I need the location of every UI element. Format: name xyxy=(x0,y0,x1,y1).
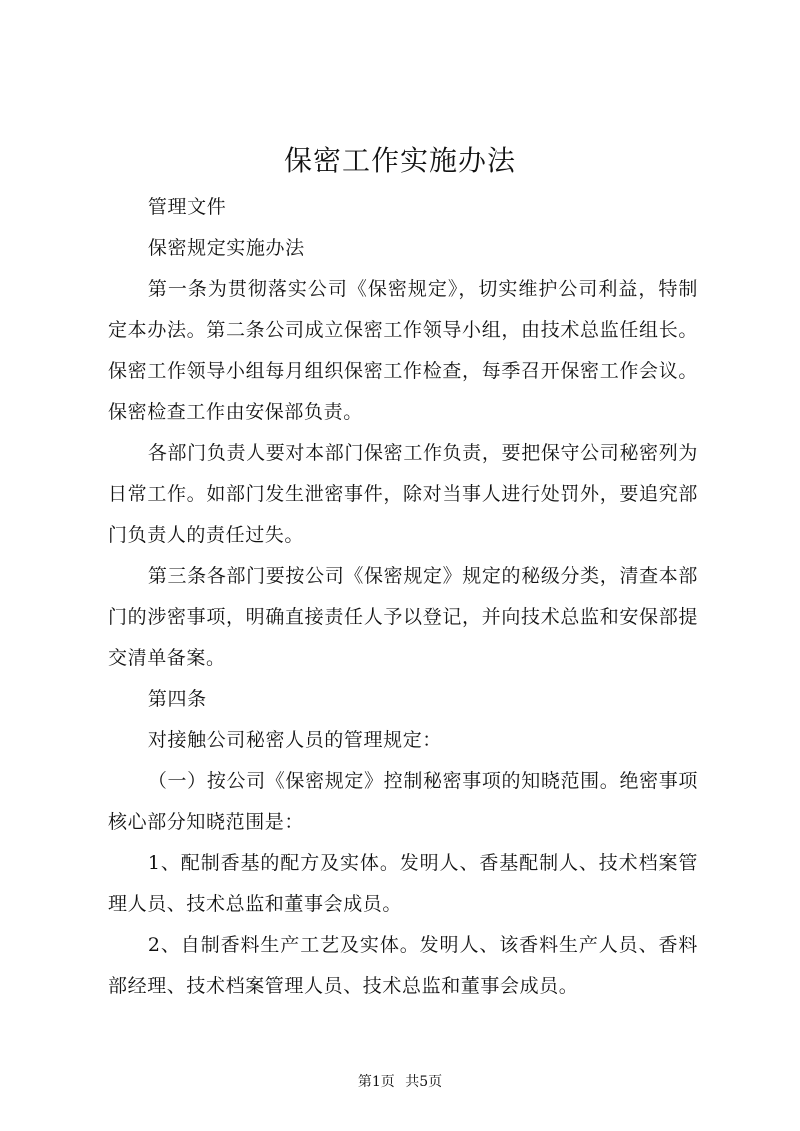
page-number: 第1页 xyxy=(357,1074,395,1090)
paragraph: 各部门负责人要对本部门保密工作负责，要把保守公司秘密列为日常工作。如部门发生泄密事件，除对当事人进行处罚外，要追究部门负责人的责任过失。 xyxy=(108,442,698,546)
page-total: 共5页 xyxy=(405,1074,443,1090)
paragraph: 对接触公司秘密人员的管理规定： xyxy=(147,729,442,751)
paragraph: 第四条 xyxy=(147,688,207,710)
document-title: 保密工作实施办法 xyxy=(283,144,516,177)
paragraph: 第三条各部门要按公司《保密规定》规定的秘级分类，清查本部门的涉密事项，明确直接责任人予以登记，并向技术总监和安保部提交清单备案。 xyxy=(108,565,698,669)
paragraph: 保密规定实施办法 xyxy=(147,237,305,259)
paragraph: 第一条为贯彻落实公司《保密规定》，切实维护公司利益，特制定本办法。第二条公司成立保密工作领导小组，由技术总监任组长。保密工作领导小组每月组织保密工作检查，每季召开保密工作会议。保密检查工作由安保部负责。 xyxy=(108,278,698,423)
paragraph: 1、配制香基的配方及实体。发明人、香基配制人、技术档案管理人员、技术总监和董事会成员。 xyxy=(108,852,698,915)
paragraph: 管理文件 xyxy=(147,196,227,218)
paragraph: （一）按公司《保密规定》控制秘密事项的知晓范围。绝密事项核心部分知晓范围是： xyxy=(108,770,698,833)
page-footer xyxy=(0,1072,800,1092)
document-body xyxy=(108,187,698,1007)
paragraph: 2、自制香料生产工艺及实体。发明人、该香料生产人员、香料部经理、技术档案管理人员、技术总监和董事会成员。 xyxy=(108,934,698,997)
